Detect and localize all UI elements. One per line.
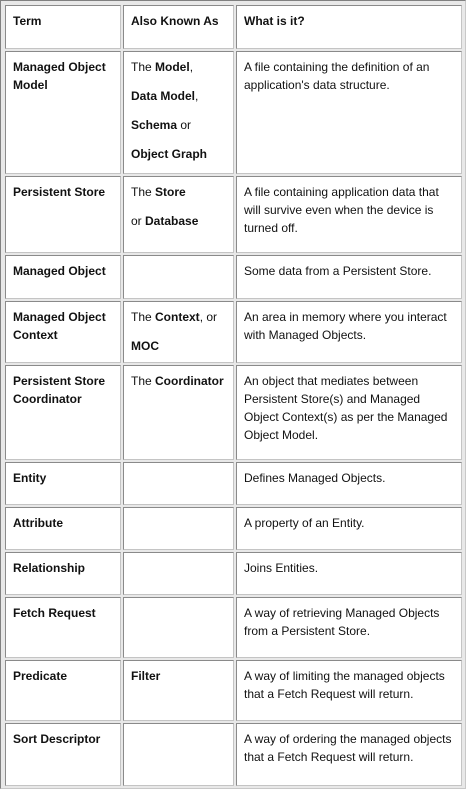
alias-name: Database (145, 214, 199, 228)
also-known-as-cell (123, 723, 234, 786)
alias-name: MOC (131, 339, 159, 353)
also-known-as-cell (123, 176, 234, 253)
alias-name: Coordinator (155, 374, 224, 388)
alias-name: Object Graph (131, 147, 208, 161)
also-known-as-cell (123, 255, 234, 299)
alias-name: Schema (131, 118, 178, 132)
alias-line (131, 183, 226, 201)
definition-cell: A property of an Entity. (236, 507, 462, 550)
also-known-as-cell (123, 507, 234, 550)
alias-line (131, 58, 226, 76)
also-known-as-cell (123, 462, 234, 505)
alias-line (131, 372, 226, 390)
definition-cell: Joins Entities. (236, 552, 462, 595)
also-known-as-cell (123, 552, 234, 595)
definition-cell: An object that mediates between Persistent Store(s) and Managed Object Context(s) as per the Managed Object Model. (236, 365, 462, 460)
alias-line (131, 337, 226, 355)
alias-name: Context (155, 310, 200, 324)
alias-text: , (195, 89, 199, 103)
also-known-as-cell (123, 301, 234, 363)
definition-cell: An area in memory where you interact with Managed Objects. (236, 301, 462, 363)
header-term: Term (5, 5, 121, 49)
definition-cell: A file containing the definition of an application's data structure. (236, 51, 462, 174)
alias-text: The (131, 310, 156, 324)
also-known-as-cell (123, 51, 234, 174)
alias-name: Model (155, 60, 190, 74)
alias-line (131, 212, 226, 230)
alias-name: Data Model (131, 89, 196, 103)
alias-text: or (177, 118, 192, 132)
alias-line (131, 87, 226, 105)
term-cell: Managed Object Model (5, 51, 121, 174)
alias-name: Filter (131, 669, 161, 683)
alias-text: or (131, 214, 146, 228)
term-cell: Entity (5, 462, 121, 505)
alias-name: Store (155, 185, 186, 199)
definition-cell: Defines Managed Objects. (236, 462, 462, 505)
header-what-is-it: What is it? (236, 5, 462, 49)
term-cell: Managed Object Context (5, 301, 121, 363)
alias-text: The (131, 60, 156, 74)
alias-text: The (131, 185, 156, 199)
term-cell: Relationship (5, 552, 121, 595)
alias-text: , (189, 60, 194, 74)
definition-cell: A way of limiting the managed objects that a Fetch Request will return. (236, 660, 462, 721)
term-cell: Persistent Store Coordinator (5, 365, 121, 460)
alias-line (131, 145, 226, 163)
alias-line (131, 308, 226, 326)
definition-cell: Some data from a Persistent Store. (236, 255, 462, 299)
term-cell: Predicate (5, 660, 121, 721)
term-cell: Fetch Request (5, 597, 121, 658)
alias-text: The (131, 374, 156, 388)
header-also-known-as: Also Known As (123, 5, 234, 49)
alias-text: , or (199, 310, 218, 324)
definition-cell: A way of ordering the managed objects that a Fetch Request will return. (236, 723, 462, 786)
definition-cell: A way of retrieving Managed Objects from a Persistent Store. (236, 597, 462, 658)
definition-cell: A file containing application data that will survive even when the device is turned off. (236, 176, 462, 253)
term-cell: Attribute (5, 507, 121, 550)
term-cell: Managed Object (5, 255, 121, 299)
alias-line (131, 116, 226, 134)
alias-line (131, 667, 226, 685)
also-known-as-cell (123, 365, 234, 460)
also-known-as-cell (123, 597, 234, 658)
term-cell: Persistent Store (5, 176, 121, 253)
also-known-as-cell (123, 660, 234, 721)
term-cell: Sort Descriptor (5, 723, 121, 786)
